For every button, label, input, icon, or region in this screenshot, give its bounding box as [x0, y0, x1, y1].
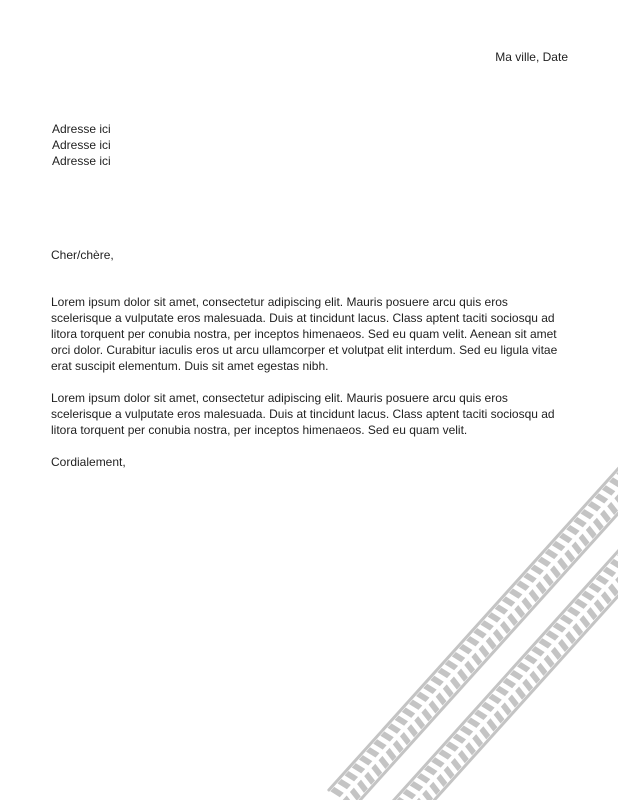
- tread-mark: [603, 567, 618, 589]
- tread-mark: [595, 493, 618, 515]
- tread-mark: [423, 684, 446, 706]
- tread-mark: [609, 477, 618, 499]
- track-rim: [409, 479, 618, 800]
- tread-mark: [545, 549, 568, 571]
- address-block: [52, 121, 252, 169]
- tread-mark: [359, 755, 382, 777]
- tread-mark: [445, 660, 468, 682]
- tread-mark: [496, 686, 519, 708]
- tread-mark: [502, 596, 525, 618]
- tread-mark: [409, 700, 432, 722]
- tread-mark: [588, 501, 611, 523]
- tread-mark: [602, 485, 618, 507]
- track-rim: [329, 441, 618, 790]
- tread-mark: [438, 668, 461, 690]
- tread-mark: [588, 583, 611, 605]
- track-rim: [351, 461, 618, 800]
- tread-mark: [460, 726, 483, 748]
- tread-mark: [574, 599, 597, 621]
- tread-mark: [380, 731, 403, 753]
- tread-mark: [566, 525, 589, 547]
- tread-mark: [452, 652, 475, 674]
- tread-mark: [403, 789, 426, 800]
- tread-mark: [373, 739, 396, 761]
- tread-mark: [581, 509, 604, 531]
- tread-mark: [424, 765, 447, 787]
- tread-mark: [337, 779, 360, 800]
- tread-mark: [538, 638, 561, 660]
- tread-mark: [480, 620, 503, 642]
- tread-mark: [352, 763, 375, 785]
- tread-mark: [503, 678, 526, 700]
- tread-mark: [596, 575, 618, 597]
- tread-mark: [510, 670, 533, 692]
- body-paragraph: Lorem ipsum dolor sit amet, consectetur adipiscing elit. Mauris posuere arcu quis eros scelerisque a vulputate eros malesuada. Duis at tincidunt lacus. Class aptent taciti sociosqu ad litora torquent per conubia nostra, per inceptos himenaeos. Sed eu quam velit.: [51, 391, 555, 437]
- tread-mark: [473, 628, 496, 650]
- tread-mark: [345, 771, 368, 793]
- tread-mark: [416, 692, 439, 714]
- tire-track: [329, 441, 618, 800]
- tread-mark: [481, 702, 504, 724]
- tread-mark: [430, 676, 453, 698]
- closing: Cordialement,: [51, 455, 126, 469]
- body-paragraph: Lorem ipsum dolor sit amet, consectetur adipiscing elit. Mauris posuere arcu quis eros scelerisque a vulputate eros malesuada. Duis at tincidunt lacus. Class aptent taciti sociosqu ad litora torquent per conubia nostra, per inceptos himenaeos. Sed eu quam velit. Aenean sit amet orci dolor. Curabitur iaculis eros ut arcu ullamcorper et volutpat elit interdum. Sed eu ligula vitae erat suscipit elementum. Duis sit amet egestas nibh.: [51, 295, 558, 373]
- tread-mark: [446, 741, 469, 763]
- tread-mark: [559, 533, 582, 555]
- tread-mark: [395, 715, 418, 737]
- tread-mark: [530, 565, 553, 587]
- tread-mark: [567, 606, 590, 628]
- tread-mark: [438, 749, 461, 771]
- tread-mark: [553, 622, 576, 644]
- tread-mark: [517, 662, 540, 684]
- track-rim: [387, 459, 618, 800]
- tread-mark: [552, 541, 575, 563]
- tread-mark: [488, 694, 511, 716]
- tread-mark: [488, 612, 511, 634]
- tread-mark: [410, 781, 433, 800]
- address-line: Adresse ici: [52, 154, 111, 168]
- tread-mark: [467, 718, 490, 740]
- tread-mark: [474, 710, 497, 732]
- tread-mark: [366, 747, 389, 769]
- tread-mark: [453, 733, 476, 755]
- letter-body: [51, 294, 571, 470]
- tread-mark: [546, 630, 569, 652]
- tread-mark: [417, 773, 440, 795]
- tread-mark: [581, 591, 604, 613]
- tread-mark: [330, 787, 353, 800]
- tread-mark: [524, 654, 547, 676]
- tread-mark: [516, 581, 539, 603]
- address-line: Adresse ici: [52, 122, 111, 136]
- tire-track: [387, 459, 618, 800]
- tread-mark: [495, 604, 518, 626]
- salutation: Cher/chère,: [51, 248, 114, 262]
- place-date: Ma ville, Date: [495, 50, 568, 64]
- tread-mark: [610, 559, 618, 581]
- tread-mark: [560, 614, 583, 636]
- tread-mark: [509, 588, 532, 610]
- tread-mark: [431, 757, 454, 779]
- tread-mark: [466, 636, 489, 658]
- address-line: Adresse ici: [52, 138, 111, 152]
- tread-mark: [459, 644, 482, 666]
- tread-mark: [538, 557, 561, 579]
- tread-mark: [523, 573, 546, 595]
- tread-mark: [573, 517, 596, 539]
- tread-mark: [402, 708, 425, 730]
- tread-mark: [388, 723, 411, 745]
- tread-mark: [531, 646, 554, 668]
